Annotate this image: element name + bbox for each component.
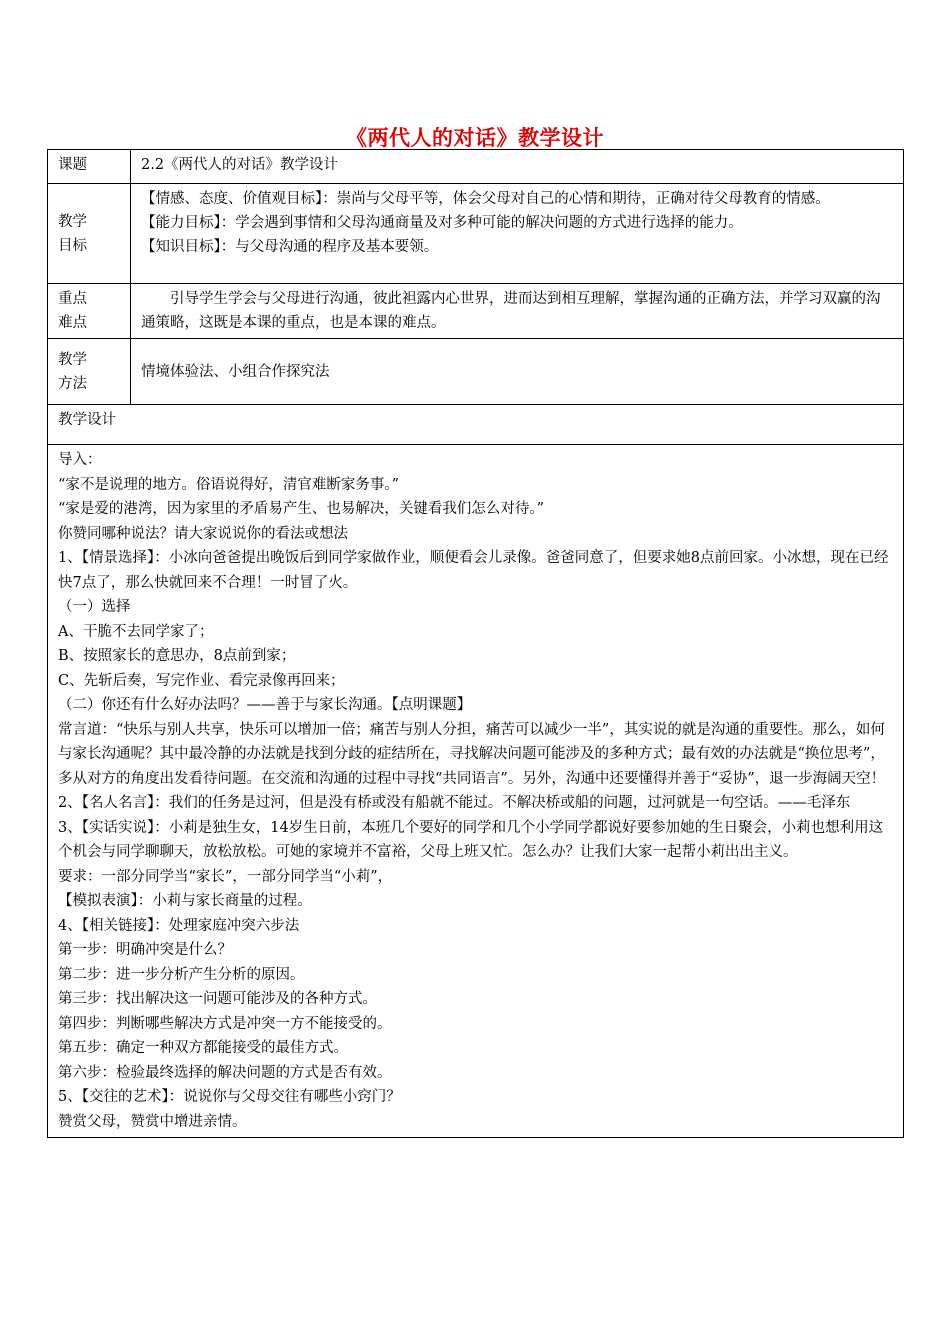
body-line: 要求：一部分同学当“家长”，一部分同学当“小莉”，	[58, 868, 393, 885]
label-goals-line2: 目标	[58, 237, 87, 254]
row-goals	[48, 184, 904, 284]
body-line: “家不是说理的地方。俗语说得好，清官难断家务事。”	[58, 476, 400, 493]
document-title: 《两代人的对话》教学设计	[346, 125, 604, 150]
label-key	[48, 284, 131, 339]
lesson-plan-table	[47, 149, 904, 1138]
goal-ability: 【能力目标】：学会遇到事情和父母沟通商量及对多种可能的解决问题的方式进行选择的能力。	[141, 215, 743, 231]
label-goals	[48, 184, 131, 284]
row-method	[48, 339, 904, 405]
body-line: B、按照家长的意思办，8点前到家；	[58, 648, 296, 664]
row-topic	[48, 150, 904, 184]
label-method	[48, 339, 131, 405]
label-method-line2: 方法	[58, 375, 87, 392]
design-body	[48, 445, 904, 1138]
label-key-line2: 难点	[58, 315, 87, 331]
body-line: 你赞同哪种说法？请大家说说你的看法或想法	[58, 525, 348, 542]
body-line: 第二步：进一步分析产生分析的原因。	[58, 966, 305, 983]
body-line: 第四步：判断哪些解决方式是冲突一方不能接受的。	[58, 1015, 392, 1032]
body-line: 2、【名人名言】：我们的任务是过河，但是没有桥或没有船就不能过。不解决桥或船的问题，过河就是一句空话。——毛泽东	[58, 795, 851, 811]
body-line: 赞赏父母，赞赏中增进亲情。	[58, 1113, 247, 1130]
value-key	[131, 284, 904, 339]
label-key-line1: 重点	[58, 291, 87, 307]
body-line: 3、【实话实说】：小莉是独生女，14岁生日前，本班几个要好的同学和几个小学同学都说好要参加她的生日聚会，小莉也想利用这个机会与同学聊聊天，放松放松。可她的家境并不富裕，父母上班又忙。怎么办？让我们大家一起帮小莉出出主义。	[58, 819, 884, 860]
value-method: 情境体验法、小组合作探究法	[131, 339, 904, 405]
body-line: 5、【交往的艺术】：说说你与父母交往有哪些小窍门？	[58, 1089, 401, 1105]
label-goals-line1: 教学	[58, 213, 87, 230]
body-line: 第一步：明确冲突是什么？	[58, 942, 232, 958]
body-line: 第三步：找出解决这一问题可能涉及的各种方式。	[58, 991, 377, 1007]
key-text: 引导学生学会与父母进行沟通，彼此袒露内心世界，进而达到相互理解，掌握沟通的正确方法，并学习双赢的沟通策略，这既是本课的重点，也是本课的难点。	[141, 291, 881, 331]
goal-emotion: 【情感、态度、价值观目标】：崇尚与父母平等，体会父母对自己的心情和期待，正确对待父母教育的情感。	[141, 191, 830, 207]
goal-knowledge: 【知识目标】：与父母沟通的程序及基本要领。	[141, 239, 439, 255]
row-key	[48, 284, 904, 339]
body-line: C、先斩后奏，写完作业、看完录像再回来；	[58, 672, 345, 689]
label-topic: 课题	[48, 150, 131, 184]
row-design	[48, 405, 904, 445]
body-line: A、干脆不去同学家了；	[58, 623, 214, 640]
body-line: 常言道：“快乐与别人共享，快乐可以增加一倍；痛苦与别人分担，痛苦可以减少一半”，其实说的就是沟通的重要性。那么，如何与家长沟通呢？其中最冷静的办法就是找到分歧的症结所在，寻找解决问题可能涉及的多种方式；最有效的办法就是“换位思考”，多从对方的角度出发看待问题。在交流和沟通的过程中寻找“共同语言”。另外，沟通中还要懂得并善于“妥协”，退一步海阔天空！	[58, 721, 886, 787]
body-line: 第五步：确定一种双方都能接受的最佳方式。	[58, 1040, 348, 1056]
body-line: （一）选择	[58, 599, 131, 615]
row-body	[48, 445, 904, 1138]
body-line: 【模拟表演】：小莉与家长商量的过程。	[58, 893, 312, 909]
label-method-line1: 教学	[58, 351, 87, 368]
value-goals	[131, 184, 904, 284]
body-line: （二）你还有什么好办法吗？——善于与家长沟通。【点明课题】	[58, 697, 472, 713]
body-line: 1、【情景选择】：小冰向爸爸提出晚饭后到同学家做作业，顺便看会儿录像。爸爸同意了，但要求她8点前回家。小冰想，现在已经快7点了，那么快就回来不合理！一时冒了火。	[58, 550, 889, 591]
body-line: 第六步：检验最终选择的解决问题的方式是否有效。	[58, 1064, 392, 1081]
body-line: 4、【相关链接】：处理家庭冲突六步法	[58, 917, 300, 934]
label-design: 教学设计	[48, 405, 904, 445]
value-topic: 2.2《两代人的对话》教学设计	[131, 150, 904, 184]
body-line: 导入：	[58, 452, 102, 468]
body-line: “家是爱的港湾，因为家里的矛盾易产生、也易解决，关键看我们怎么对待。”	[58, 501, 545, 517]
